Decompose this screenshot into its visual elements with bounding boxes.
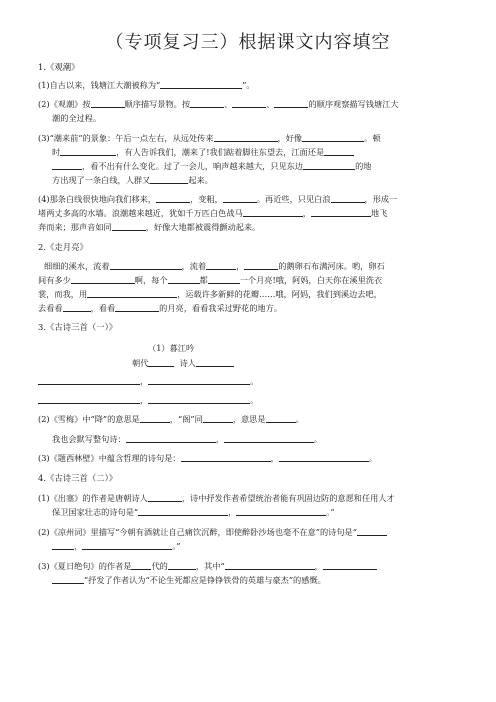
answer-blank[interactable] <box>324 147 354 156</box>
answer-blank[interactable] <box>52 575 84 584</box>
answer-blank[interactable] <box>72 395 106 404</box>
answer-blank[interactable] <box>309 453 339 462</box>
answer-blank[interactable] <box>147 289 177 298</box>
question-1-3-cont-1: 时 ，有人告诉我们，潮来了!我们踮着脚往东望去，江面还是 <box>52 147 476 158</box>
question-4-3: (3)《夏日绝句》的作者是 代的 ，其中“ ， <box>38 561 476 572</box>
answer-blank[interactable] <box>323 561 353 570</box>
answer-blank[interactable] <box>331 194 365 203</box>
answer-blank[interactable] <box>190 99 224 108</box>
answer-blank[interactable] <box>216 376 250 385</box>
answer-blank[interactable] <box>302 133 330 142</box>
answer-blank[interactable] <box>311 208 341 217</box>
answer-blank[interactable] <box>126 434 156 443</box>
passage-line-3: 裳，而我，用 ，运载许多新鲜的花瓣……哦，阿妈，我们到溪边去吧， <box>38 289 382 299</box>
passage-line-1: 细细的溪水，流着 ，流着 ， 的鹅卵石布满河床。哟，卵石 <box>44 261 385 271</box>
answer-blank[interactable] <box>211 453 241 462</box>
question-3-3: (3)《题西林壁》中蕴含哲理的诗句是： ， 。 <box>38 453 378 463</box>
question-1-4-cont-1: 堵两丈多高的水墙。浪潮越来越近，犹如千万匹白色战马 ， 地飞 <box>38 208 388 218</box>
answer-blank[interactable] <box>182 395 216 404</box>
answer-blank[interactable] <box>196 358 234 367</box>
answer-blank[interactable] <box>266 414 296 423</box>
answer-blank[interactable] <box>182 376 216 385</box>
section-4-heading: 4.《古诗三首（二）》 <box>38 473 118 483</box>
answer-blank[interactable] <box>142 541 172 550</box>
question-4-2: (2)《凉州词》里描写“今朝有酒就让自己痛饮沉醉，即使醉卧沙场也毫不在意”的诗句是“ <box>38 527 476 538</box>
answer-blank[interactable] <box>243 208 273 217</box>
answer-blank[interactable] <box>52 541 74 550</box>
question-1-4: (4)那条白线很快地向我们移来， ，变粗， 。再近些，只见白浪 ，形成一 <box>38 194 398 204</box>
question-4-1-cont: 保卫国家壮志的诗句是“ ， 。” <box>52 507 335 517</box>
answer-blank[interactable] <box>82 541 112 550</box>
answer-blank[interactable] <box>329 161 355 170</box>
answer-blank[interactable] <box>223 194 257 203</box>
answer-blank[interactable] <box>52 161 82 170</box>
answer-blank[interactable] <box>156 194 190 203</box>
answer-blank[interactable] <box>303 161 329 170</box>
question-1-3-cont-2: ，看不出有什么变化。过了一会儿，响声越来越大，只见东边 的地 <box>52 161 476 172</box>
answer-blank[interactable] <box>148 358 174 367</box>
answer-blank[interactable] <box>353 561 377 570</box>
answer-blank[interactable] <box>186 434 216 443</box>
answer-blank[interactable] <box>206 261 236 270</box>
answer-blank[interactable] <box>236 507 266 516</box>
answer-blank[interactable] <box>107 275 135 284</box>
section-2-heading: 2.《走月亮》 <box>38 242 88 252</box>
answer-blank[interactable] <box>266 507 296 516</box>
answer-blank[interactable] <box>168 275 200 284</box>
section-1-heading: 1.《观潮》 <box>38 62 80 72</box>
answer-blank[interactable] <box>330 133 364 142</box>
answer-blank[interactable] <box>138 507 168 516</box>
answer-blank[interactable] <box>63 303 91 312</box>
answer-blank[interactable] <box>279 453 309 462</box>
answer-blank[interactable] <box>160 80 242 89</box>
answer-blank[interactable] <box>140 414 170 423</box>
answer-blank[interactable] <box>296 507 326 516</box>
answer-blank[interactable] <box>87 289 117 298</box>
poem-line-1: ， 。 <box>38 376 476 387</box>
answer-blank[interactable] <box>117 289 147 298</box>
passage-line-4: 去看看 ，看看 的月亮，看看我采过野花的地方。 <box>38 303 282 313</box>
answer-blank[interactable] <box>168 561 196 570</box>
answer-blank[interactable] <box>71 275 107 284</box>
answer-blank[interactable] <box>38 395 72 404</box>
answer-blank[interactable] <box>339 453 369 462</box>
answer-blank[interactable] <box>148 376 182 385</box>
answer-blank[interactable] <box>168 507 198 516</box>
question-1-3: (3)“潮来前”的景象：午后一点左右，从远处传来 ，好像 。顿 <box>38 133 381 143</box>
answer-blank[interactable] <box>60 147 88 156</box>
answer-blank[interactable] <box>38 376 72 385</box>
answer-blank[interactable] <box>225 561 255 570</box>
answer-blank[interactable] <box>88 147 116 156</box>
answer-blank[interactable] <box>112 222 146 231</box>
question-4-1: (1)《出塞》的作者是唐朝诗人 ，诗中抒发作者希望统治者能有巩固边防的意愿和任用人才 <box>38 493 395 503</box>
answer-blank[interactable] <box>156 434 186 443</box>
answer-blank[interactable] <box>131 561 151 570</box>
passage-line-2: 间有多少 啊，每个 都 一个月亮!哦，阿妈，白天你在溪里洗衣 <box>38 275 383 285</box>
answer-blank[interactable] <box>203 414 233 423</box>
answer-blank[interactable] <box>285 561 315 570</box>
poem-title: （1）暮江吟 <box>148 343 195 353</box>
answer-blank[interactable] <box>254 434 284 443</box>
answer-blank[interactable] <box>106 395 140 404</box>
answer-blank[interactable] <box>232 99 266 108</box>
section-3-heading: 3.《古诗三首（一）》 <box>38 322 118 332</box>
question-4-3-cont: ”抒发了作者认为“不论生死都应是铮铮铁骨的英雄与豪杰”的感慨。 <box>52 575 476 586</box>
question-1-2: (2)《观潮》按 顺序描写景物。按 、 、 的顺序观察描写钱塘江大 <box>38 99 399 109</box>
answer-blank[interactable] <box>91 99 125 108</box>
poem-line-2: ， 。 <box>38 395 476 406</box>
answer-blank[interactable] <box>208 275 240 284</box>
answer-blank[interactable] <box>273 208 303 217</box>
question-4-2-cont: ， 。” <box>52 541 476 552</box>
answer-blank[interactable] <box>148 493 182 502</box>
answer-blank[interactable] <box>214 133 246 142</box>
answer-blank[interactable] <box>115 303 141 312</box>
question-1-1: (1)自古以来，钱塘江大潮被称为“ ”。 <box>38 80 255 90</box>
answer-blank[interactable] <box>216 395 250 404</box>
answer-blank[interactable] <box>72 376 106 385</box>
answer-blank[interactable] <box>357 527 387 536</box>
answer-blank[interactable] <box>246 133 278 142</box>
question-1-4-cont-2: 奔而来；那声音如同 ，好像大地都被震得颤动起来。 <box>38 222 261 232</box>
question-1-3-cont-3: 方出现了一条白线，人群又 起来。 <box>52 175 213 185</box>
poem-byline: 朝代 诗人 <box>132 358 476 369</box>
question-3-2-cont: 我也会默写整句诗： ， 。 <box>52 434 323 444</box>
answer-blank[interactable] <box>110 261 182 270</box>
answer-blank[interactable] <box>198 507 228 516</box>
answer-blank[interactable] <box>112 541 142 550</box>
answer-blank[interactable] <box>244 261 278 270</box>
answer-blank[interactable] <box>274 99 308 108</box>
page-title: （专项复习三）根据课文内容填空 <box>105 32 391 53</box>
answer-blank[interactable] <box>341 208 371 217</box>
answer-blank[interactable] <box>181 453 211 462</box>
answer-blank[interactable] <box>150 175 188 184</box>
question-3-2: (2)《雪梅》中“降”的意思是 ，“阁”同 ，意思是 。 <box>38 414 304 424</box>
answer-blank[interactable] <box>224 434 254 443</box>
answer-blank[interactable] <box>106 376 140 385</box>
answer-blank[interactable] <box>241 453 271 462</box>
answer-blank[interactable] <box>141 303 159 312</box>
question-1-2-cont: 潮的全过程。 <box>52 113 102 123</box>
answer-blank[interactable] <box>148 395 182 404</box>
answer-blank[interactable] <box>284 434 314 443</box>
answer-blank[interactable] <box>255 561 285 570</box>
